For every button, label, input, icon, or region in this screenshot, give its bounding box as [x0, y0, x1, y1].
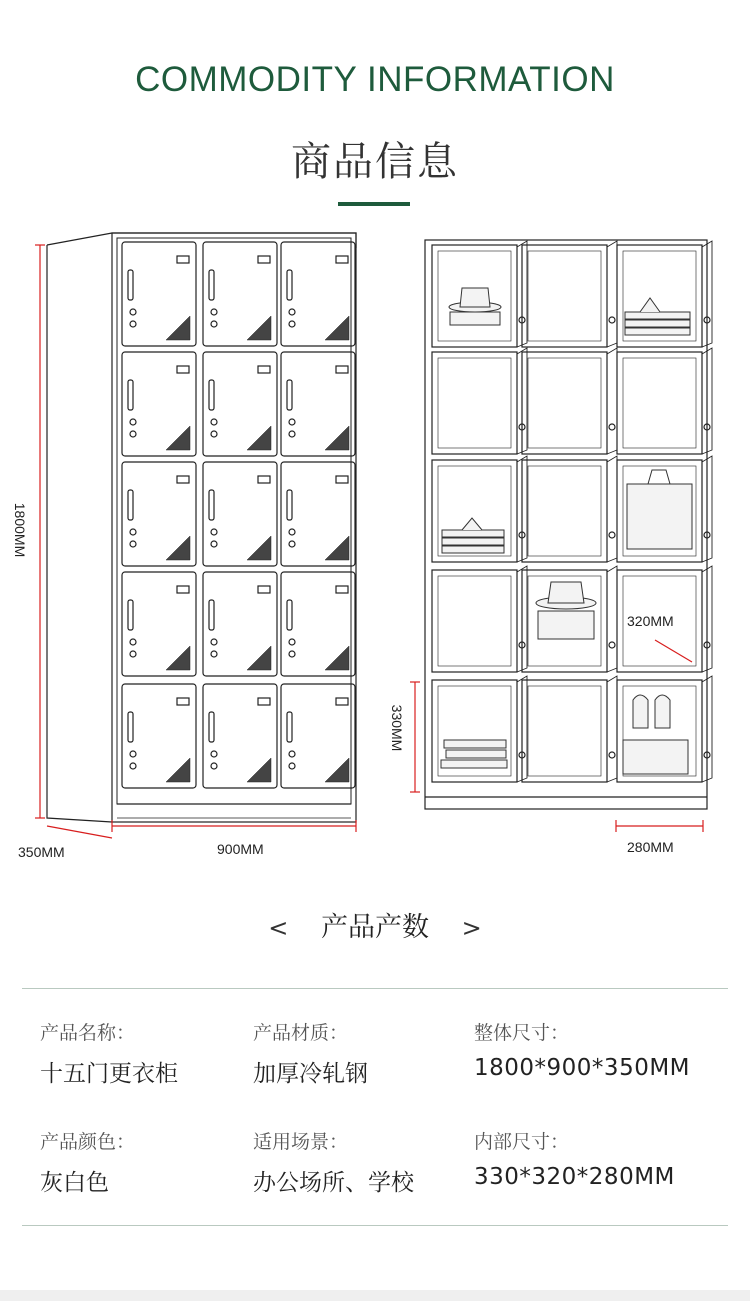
params-section-title [0, 905, 750, 944]
closed-cabinet-drawing [47, 233, 356, 822]
param-inner-size [474, 1127, 675, 1190]
depth-dimension-label: 350MM [18, 844, 65, 860]
param-color [40, 1127, 135, 1197]
footer-bar [0, 1290, 750, 1301]
params-title-text: 产品产数 [321, 912, 429, 943]
compartment [522, 241, 617, 347]
locker-door [281, 684, 355, 788]
param-value: 办公场所、学校 [253, 1170, 414, 1196]
compartment [432, 566, 527, 672]
param-value: 1800*900*350MM [474, 1055, 691, 1081]
param-overall-size [474, 1018, 690, 1081]
title-english: COMMODITY INFORMATION [135, 60, 615, 99]
param-label: 适用场景： [253, 1131, 349, 1153]
params-left-bracket: < [268, 914, 289, 942]
locker-door [122, 242, 196, 346]
locker-door [122, 462, 196, 566]
inner-height-label: 330MM [389, 704, 405, 752]
title-underline [338, 202, 410, 206]
locker-door [203, 352, 277, 456]
compartment [522, 676, 617, 782]
param-label: 产品材质： [253, 1022, 349, 1044]
compartment [522, 456, 617, 562]
param-value: 加厚冷轧钢 [253, 1061, 368, 1087]
locker-door [281, 462, 355, 566]
locker-door [203, 462, 277, 566]
compartment [617, 348, 712, 454]
inner-depth-label: 320MM [627, 613, 674, 629]
param-label: 整体尺寸： [474, 1022, 570, 1044]
inner-width-label: 280MM [627, 839, 674, 855]
param-value: 灰白色 [40, 1170, 109, 1196]
locker-door [122, 352, 196, 456]
params-bottom-divider [22, 1225, 728, 1226]
param-value: 十五门更衣柜 [40, 1061, 178, 1087]
compartment [432, 348, 527, 454]
param-label: 内部尺寸： [474, 1131, 570, 1153]
title-chinese: 商品信息 [291, 139, 459, 185]
param-label: 产品名称： [40, 1022, 136, 1044]
locker-door [281, 352, 355, 456]
compartment [522, 348, 617, 454]
params-top-divider [22, 988, 728, 989]
width-dimension-label: 900MM [217, 841, 264, 857]
locker-door [203, 572, 277, 676]
locker-door [203, 242, 277, 346]
locker-door [122, 572, 196, 676]
param-label: 产品颜色： [40, 1131, 136, 1153]
product-drawing [0, 225, 750, 865]
params-right-bracket: > [461, 914, 482, 942]
height-dimension-label: 1800MM [12, 502, 28, 558]
param-value: 330*320*280MM [474, 1164, 675, 1190]
param-product-name [40, 1018, 178, 1088]
locker-door [281, 242, 355, 346]
compartment-items [441, 288, 692, 774]
locker-door [203, 684, 277, 788]
param-scenario [253, 1127, 414, 1197]
locker-door [122, 684, 196, 788]
locker-door [281, 572, 355, 676]
param-material [253, 1018, 368, 1088]
